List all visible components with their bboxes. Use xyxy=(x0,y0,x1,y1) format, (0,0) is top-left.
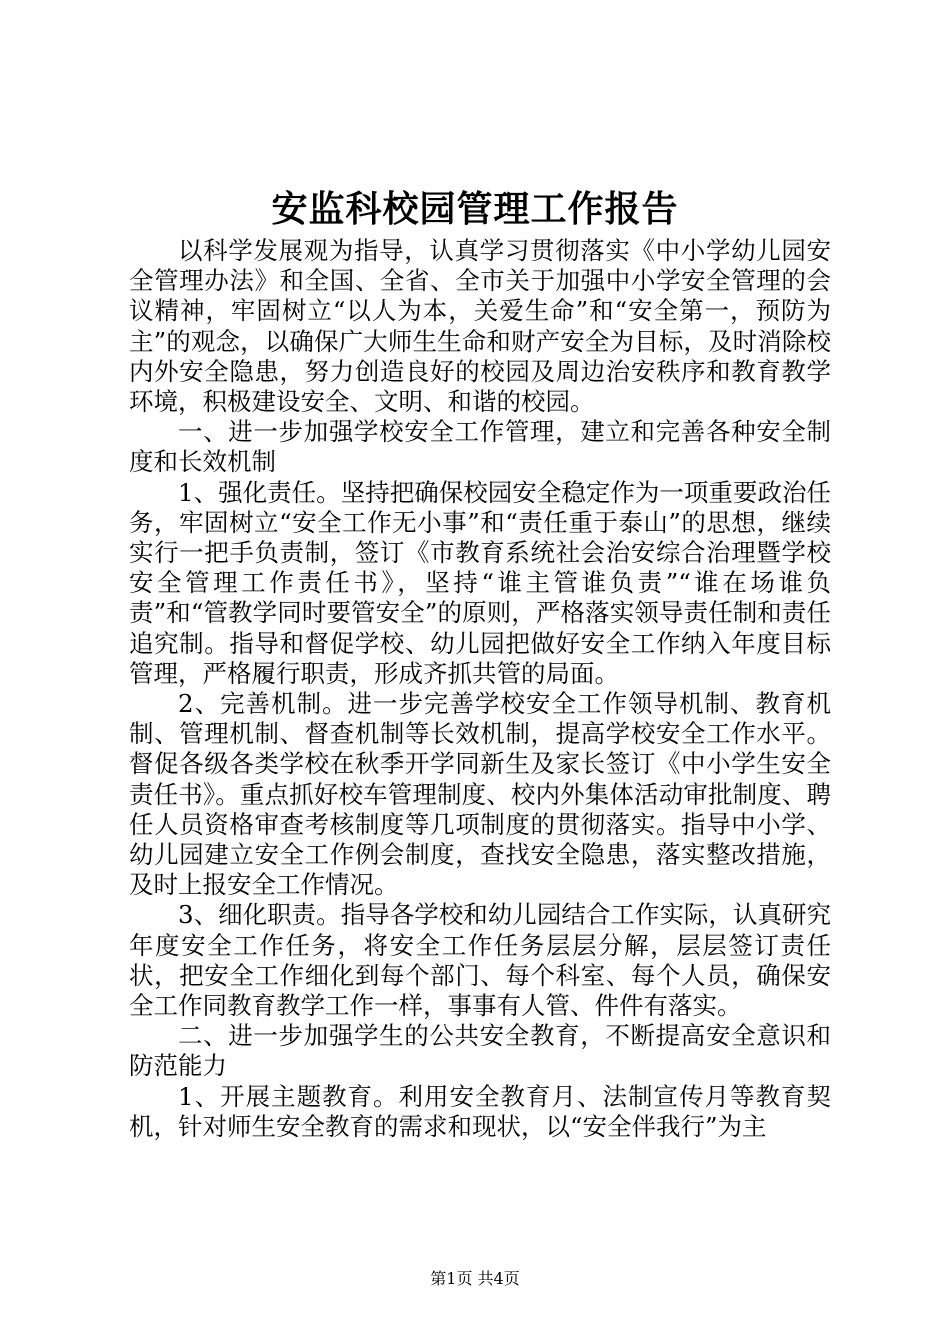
section-heading-1: 一、进一步加强学校安全工作管理，建立和完善各种安全制度和长效机制 xyxy=(129,417,831,477)
paragraph-1-1: 1、强化责任。坚持把确保校园安全稳定作为一项重要政治任务，牢固树立“安全工作无小事”和“责任重于泰山”的思想，继续实行一把手负责制，签订《市教育系统社会治安综合治理暨学校安全管理工作责任书》，坚持“谁主管谁负责”“谁在场谁负责”和“管教学同时要管安全”的原则，严格落实领导责任制和责任追究制。指导和督促学校、幼儿园把做好安全工作纳入年度目标管理，严格履行职责，形成齐抓共管的局面。 xyxy=(129,477,831,688)
paragraph-intro: 以科学发展观为指导，认真学习贯彻落实《中小学幼儿园安全管理办法》和全国、全省、全市关于加强中小学安全管理的会议精神，牢固树立“以人为本，关爱生命”和“安全第一，预防为主”的观念，以确保广大师生生命和财产安全为目标，及时消除校内外安全隐患，努力创造良好的校园及周边治安秩序和教育教学环境，积极建设安全、文明、和谐的校园。 xyxy=(129,236,831,417)
paragraph-1-2: 2、完善机制。进一步完善学校安全工作领导机制、教育机制、管理机制、督查机制等长效机制，提高学校安全工作水平。督促各级各类学校在秋季开学同新生及家长签订《中小学生安全责任书》。重点抓好校车管理制度、校内外集体活动审批制度、聘任人员资格审查考核制度等几项制度的贯彻落实。指导中小学、幼儿园建立安全工作例会制度，查找安全隐患，落实整改措施，及时上报安全工作情况。 xyxy=(129,689,831,900)
section-heading-2: 二、进一步加强学生的公共安全教育，不断提高安全意识和防范能力 xyxy=(129,1021,831,1081)
paragraph-1-3: 3、细化职责。指导各学校和幼儿园结合工作实际，认真研究年度安全工作任务，将安全工作任务层层分解，层层签订责任状，把安全工作细化到每个部门、每个科室、每个人员，确保安全工作同教育教学工作一样，事事有人管、件件有落实。 xyxy=(129,900,831,1021)
page-number-footer: 第1页 共4页 xyxy=(430,1269,520,1288)
document-body xyxy=(129,236,831,1142)
paragraph-2-1: 1、开展主题教育。利用安全教育月、法制宣传月等教育契机，针对师生安全教育的需求和现状，以“安全伴我行”为主 xyxy=(129,1081,831,1141)
document-title: 安监科校园管理工作报告 xyxy=(271,188,679,230)
